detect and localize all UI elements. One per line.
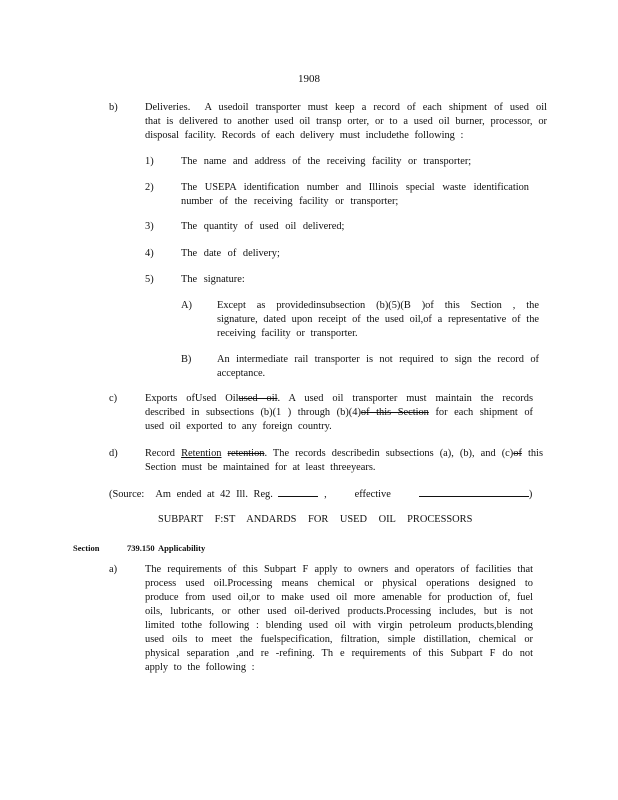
subsection-d-label: d)	[109, 448, 118, 459]
source-text: Am ended at 42 Ill. Reg.	[155, 489, 273, 500]
sub-item-a-text: Except as providedinsubsection (b)(5)(B )of this Section , the signature, dated upon receipt of the used oil,of a representative of the receiving facility or transporter.	[217, 300, 539, 339]
source-note: (Source: Am ended at 42 Ill. Reg. , effective )	[109, 489, 533, 500]
item-3-label: 3)	[145, 221, 154, 232]
item-2-label: 2)	[145, 182, 154, 193]
section-title: Applicability	[158, 543, 206, 553]
subsection-b-text	[145, 101, 547, 143]
subsection-c-text-3: for each shipment of used oil exported to any foreign country.	[145, 407, 533, 432]
source-close: )	[528, 489, 533, 500]
sub-item-a-label: A)	[181, 300, 192, 311]
item-5-label: 5)	[145, 274, 154, 285]
subsection-d-text-2: . The records describedin subsections (a), (b), and (c)	[264, 448, 514, 459]
subsection-b-heading: Deliveries.	[145, 102, 191, 113]
subsection-c-label: c)	[109, 393, 118, 404]
subsection-d-strike-1: retention	[227, 448, 265, 459]
subsection-c-strike-1: used oil	[238, 393, 278, 404]
sub-item-b-label: B)	[181, 354, 192, 365]
section-number: 739.150	[127, 543, 155, 553]
subsection-d-text	[145, 447, 543, 475]
subsection-d-text-1: Record	[145, 448, 182, 459]
subsection-c-text-2: . A used oil transporter must maintain the records described in subsections (b)(1 ) through (b)(4)	[145, 393, 533, 418]
subsection-b-label: b)	[109, 102, 118, 113]
item-5-text: The signature:	[181, 274, 245, 285]
page-number: 1908	[298, 73, 320, 85]
item-1-label: 1)	[145, 156, 154, 167]
subsection-c-text	[145, 392, 533, 434]
subsection-d-text-3: this Section must be maintained for at least threeyears.	[145, 448, 543, 473]
subsection-d-underline-1: Retention	[181, 448, 222, 459]
subsection-c-strike-2: of this Section	[360, 407, 429, 418]
subsection-d-strike-2: of	[513, 448, 522, 459]
item-1-text: The name and address of the receiving facility or transporter;	[181, 156, 472, 167]
item-4-text: The date of delivery;	[181, 248, 280, 259]
section-label: Section	[73, 543, 100, 553]
item-2-text: The USEPA identification number and Illinois special waste identification number of the receiving facility or transporter;	[181, 182, 529, 207]
sub-item-b-text: An intermediate rail transporter is not required to sign the record of acceptance.	[217, 354, 539, 379]
subsection-a-label: a)	[109, 564, 118, 575]
source-effective: effective	[354, 489, 391, 500]
item-4-label: 4)	[145, 248, 154, 259]
source-blank-1	[278, 487, 318, 497]
subsection-a-text: The requirements of this Subpart F apply to owners and operators of facilities that process used oil.Processing means chemical or physical operations designed to produce from used oil,or to make used oil more amenable for production of, fuel oils, lubricants, or other used oil-derived products.Processing includes, but is not limited tothe following : blending used oil with virgin petroleum products,blending used oils to meet the fuelspecification, filtration, simple distillation, chemical or physical separation ,and re -refining. Th e requirements of this Subpart F do not apply to the following :	[145, 564, 533, 673]
subsection-c-text-1: Exports ofUsed Oil	[145, 393, 239, 404]
source-open: (Source:	[109, 489, 145, 500]
subsection-b-body: A usedoil transporter must keep a record of each shipment of used oil that is delivered to another used oil transp orter, or to a used oil burner, processor, or disposal facility. Records of each delivery must includethe following :	[145, 102, 547, 141]
item-3-text: The quantity of used oil delivered;	[181, 221, 345, 232]
source-blank-2	[419, 487, 529, 497]
subpart-heading: SUBPART F:ST ANDARDS FOR USED OIL PROCESSORS	[158, 514, 473, 525]
